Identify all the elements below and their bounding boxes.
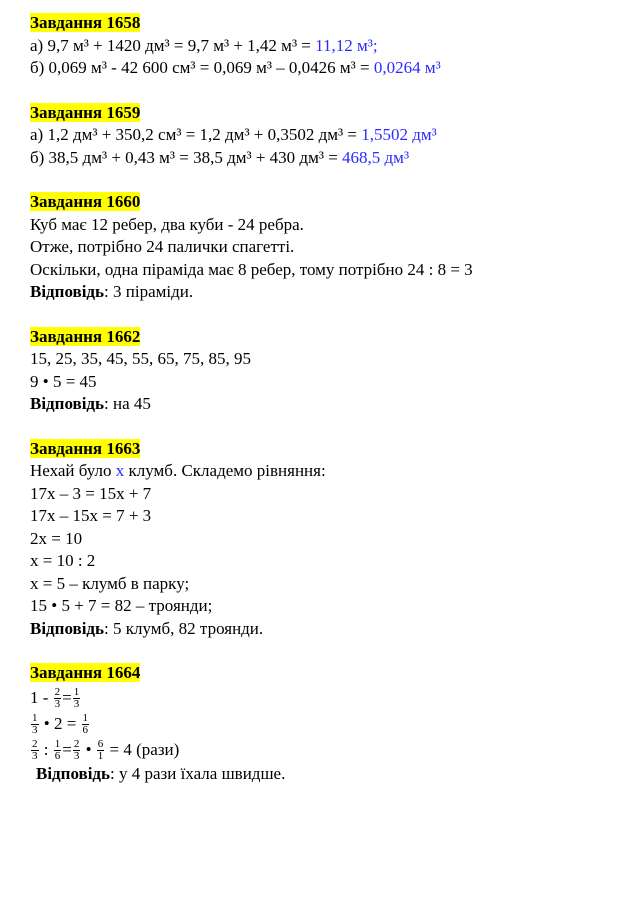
task-number: 1664 bbox=[106, 663, 141, 682]
fraction: $\frac{2}{3}$ bbox=[32, 738, 38, 763]
fraction: $\frac{1}{3}$ bbox=[73, 686, 80, 711]
answer-line: Відповідь: у 4 рази їхала швидше. bbox=[36, 763, 286, 783]
task-number: 1658 bbox=[106, 13, 141, 32]
answer-label: Відповідь bbox=[30, 394, 105, 413]
task-1664 bbox=[30, 662, 620, 785]
solution-line: Куб має 12 ребер, два куби - 24 ребра. bbox=[30, 214, 304, 234]
task-1658 bbox=[30, 12, 620, 80]
solution-line: 15, 25, 35, 45, 55, 65, 75, 85, 95 bbox=[30, 349, 251, 368]
answer-value: 468,5 дм³ bbox=[342, 147, 410, 167]
task-number: 1660 bbox=[106, 192, 141, 211]
answer-value: 11,12 м³; bbox=[315, 35, 378, 55]
answer-label: Відповідь bbox=[36, 763, 111, 783]
task-label: Завдання bbox=[30, 13, 103, 32]
task-1662 bbox=[30, 326, 620, 416]
answer-line: Відповідь: на 45 bbox=[30, 394, 151, 413]
variable-x: х bbox=[115, 461, 125, 480]
answer-label: Відповідь bbox=[30, 282, 105, 301]
fraction: $\frac{1}{3}$ bbox=[32, 712, 38, 737]
fraction-line: $\frac{1}{3}$ • 2 = $\frac{1}{6}$ bbox=[32, 712, 89, 737]
task-header bbox=[30, 326, 620, 349]
task-label: Завдання bbox=[30, 438, 103, 458]
task-label: Завдання bbox=[30, 102, 103, 122]
solution-line: а) 1,2 дм³ + 350,2 см³ = 1,2 дм³ + 0,3502 дм³ = 1,5502 дм³ bbox=[30, 125, 437, 144]
task-label: Завдання bbox=[30, 663, 103, 682]
solution-line: 17х – 15х = 7 + 3 bbox=[30, 506, 152, 525]
solution-line: б) 0,069 м³ - 42 600 см³ = 0,069 м³ – 0,0426 м³ = 0,0264 м³ bbox=[30, 58, 441, 77]
task-1663 bbox=[30, 438, 620, 641]
task-header bbox=[30, 12, 620, 35]
solution-line: Отже, потрібно 24 палички спагетті. bbox=[30, 237, 295, 256]
solution-line: 9 • 5 = 45 bbox=[30, 371, 97, 391]
task-label: Завдання bbox=[30, 192, 103, 211]
fraction: $\frac{1}{6}$ bbox=[82, 712, 89, 737]
task-label: Завдання bbox=[30, 326, 103, 346]
fraction: $\frac{1}{6}$ bbox=[54, 738, 61, 763]
answer-value: 1,5502 дм³ bbox=[361, 125, 437, 144]
task-header bbox=[30, 662, 620, 685]
task-number: 1662 bbox=[106, 326, 141, 346]
task-header bbox=[30, 191, 620, 214]
solution-line: х = 10 : 2 bbox=[30, 551, 96, 570]
answer-line: Відповідь: 3 піраміди. bbox=[30, 282, 194, 301]
solution-line: х = 5 – клумб в парку; bbox=[30, 573, 190, 593]
fraction: $\frac{2}{3}$ bbox=[73, 738, 80, 763]
answer-line: Відповідь: 5 клумб, 82 троянди. bbox=[30, 618, 264, 638]
solution-line: 15 • 5 + 7 = 82 – троянди; bbox=[30, 596, 213, 615]
solution-line: Оскільки, одна піраміда має 8 ребер, тому потрібно 24 : 8 = 3 bbox=[30, 259, 473, 279]
solution-line: Нехай було х клумб. Складемо рівняння: bbox=[30, 461, 326, 480]
fraction: $\frac{2}{3}$ bbox=[54, 686, 61, 711]
task-1659 bbox=[30, 102, 620, 170]
fraction: $\frac{6}{1}$ bbox=[97, 738, 104, 763]
fraction-line: 1 - $\frac{2}{3}$ = $\frac{1}{3}$ bbox=[30, 686, 80, 711]
task-1660 bbox=[30, 191, 620, 304]
solution-line: а) 9,7 м³ + 1420 дм³ = 9,7 м³ + 1,42 м³ = 11,12 м³; bbox=[30, 35, 378, 55]
solution-line: 17х – 3 = 15х + 7 bbox=[30, 483, 152, 503]
task-number: 1659 bbox=[106, 102, 141, 122]
task-header bbox=[30, 102, 620, 125]
answer-value: 0,0264 м³ bbox=[373, 58, 441, 77]
task-number: 1663 bbox=[106, 438, 141, 458]
answer-label: Відповідь bbox=[30, 618, 105, 638]
task-header bbox=[30, 438, 620, 461]
solution-line: б) 38,5 дм³ + 0,43 м³ = 38,5 дм³ + 430 дм³ = 468,5 дм³ bbox=[30, 147, 410, 167]
solutions-page bbox=[30, 12, 620, 807]
fraction-line: $\frac{2}{3}$ : $\frac{1}{6}$ = $\frac{2}{3}$ • $\frac{6}{1}$ = 4 (рази) bbox=[32, 738, 180, 763]
solution-line: 2х = 10 bbox=[30, 528, 83, 548]
